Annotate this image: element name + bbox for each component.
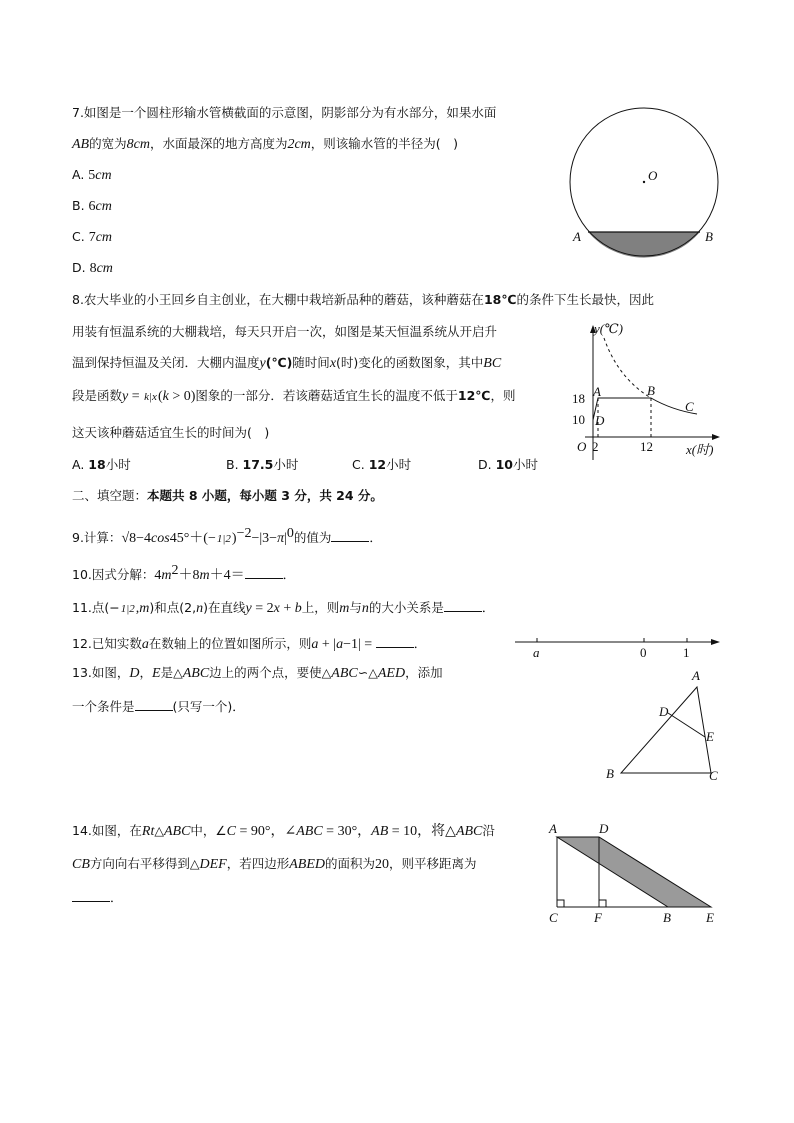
math-var: BC	[483, 356, 502, 371]
math-var: Rt	[141, 824, 155, 839]
text-segment: 的条件下生长最快，因此	[516, 292, 654, 307]
text-segment: 11.点(−	[72, 600, 120, 615]
shaded-parallelogram	[557, 837, 711, 907]
text-segment: 图象的一部分．若该蘑菇适宜生长的温度不低于	[195, 388, 458, 403]
text-segment: = 10，将△	[388, 824, 456, 839]
math-var: DEF	[199, 857, 227, 872]
text-segment: 方向向右平移得到△	[89, 856, 200, 871]
math-var: CB	[72, 857, 90, 872]
text-segment: +	[279, 601, 295, 616]
text-segment: ，水面最深的地方高度为	[149, 136, 288, 151]
text-segment: 在数轴上的位置如图所示，则	[148, 636, 312, 651]
text-segment: 这天该种蘑菇适宜生长的时间为( )	[72, 425, 270, 440]
option-unit: 小时	[273, 457, 299, 472]
text-segment: )和点(2,	[149, 600, 197, 615]
text-segment: ，则平移距离为	[389, 856, 477, 871]
math-var: π	[277, 531, 285, 547]
text-segment: 8.农大毕业的小王回乡自主创业，在大棚中栽培新品种的蘑菇，该种蘑菇在	[72, 292, 484, 307]
y-axis-label: y(℃)	[594, 321, 623, 336]
text-segment: 6	[88, 199, 96, 214]
section-prefix: 二、填空题：	[72, 488, 148, 503]
label-o: O	[648, 168, 658, 183]
fraction: k|x	[144, 390, 157, 403]
fraction: 1|2	[216, 532, 231, 545]
text-segment: ．	[369, 530, 382, 546]
text-segment: B.	[72, 198, 89, 213]
text-segment: )在直线	[203, 600, 246, 615]
text-segment: |	[284, 531, 287, 547]
math-var: n	[361, 601, 369, 616]
text-segment: 45°＋(−	[169, 531, 216, 547]
arrow-icon	[711, 639, 720, 645]
tick-12: 12	[640, 439, 653, 454]
text-segment: (时)变化的函数图象，其中	[336, 355, 484, 370]
section-body: 本题共 8 小题，每小题 3 分，共 24 分。	[147, 488, 383, 503]
math-var: x	[273, 601, 280, 616]
label-a: a	[533, 645, 540, 660]
math-var: a	[336, 637, 344, 652]
label-f: F	[594, 910, 602, 925]
text-segment: ,	[135, 601, 140, 616]
text-segment: = 2	[251, 601, 274, 616]
text-segment: 7	[88, 230, 96, 245]
text-segment: A.	[72, 457, 89, 472]
text-segment: ，添加	[405, 665, 443, 680]
math-var: x	[329, 356, 337, 371]
text-segment: √8	[121, 531, 137, 547]
math-var: n	[196, 601, 204, 616]
tick-2: 2	[592, 439, 599, 454]
text-segment: 用装有恒温系统的大棚栽培，每天只开启一次，如图是某天恒温系统从开启升	[72, 324, 498, 339]
text-segment: 9.计算：	[72, 530, 122, 546]
text-segment: 段是函数	[72, 388, 123, 403]
fraction: 1|2	[120, 602, 135, 615]
math-var: m	[339, 601, 350, 616]
center-dot	[643, 181, 645, 183]
tick-18: 18	[572, 391, 585, 406]
math-var: cos	[151, 531, 170, 547]
text-segment: A.	[72, 167, 89, 182]
math-var: ABC	[455, 824, 483, 839]
superscript: −2	[236, 526, 252, 541]
text-segment: 温到保持恒温及关闭．大棚内温度	[72, 355, 260, 370]
label-d: D	[659, 704, 669, 719]
option-label: C.	[352, 457, 369, 472]
text-segment: ＋8	[178, 568, 200, 584]
text-segment: ．	[282, 567, 296, 583]
text-segment: (	[157, 389, 163, 404]
text-segment: −|3−	[251, 531, 278, 547]
text-segment: 与	[349, 600, 362, 615]
option-value: 10	[495, 457, 513, 472]
label-b: B	[606, 766, 614, 781]
text-segment: 的大小关系是	[368, 600, 444, 615]
superscript: 2	[171, 563, 179, 578]
text-segment: 8	[89, 261, 97, 276]
label-a: A	[692, 668, 700, 683]
math-var: 2cm	[287, 137, 311, 152]
label-c: C	[685, 399, 694, 414]
math-var: y	[245, 601, 252, 616]
text-segment: 18	[88, 457, 106, 472]
text-segment: △	[154, 823, 164, 838]
option-unit: 小时	[512, 457, 538, 472]
text-segment: 上，则	[301, 600, 340, 615]
text-segment: 20	[375, 857, 390, 872]
option-label: D.	[478, 457, 496, 472]
text-segment: 沿	[482, 823, 495, 838]
option-value: 12	[368, 457, 387, 472]
text-segment: 14.如图，在	[72, 823, 142, 838]
text-segment: 18℃	[483, 292, 517, 307]
fig12-number-line	[515, 638, 720, 660]
label-c: C	[549, 910, 558, 925]
text-segment: 的面积为	[325, 856, 376, 871]
math-var: AB	[72, 137, 90, 152]
label-d: D	[595, 413, 605, 428]
fig13-triangle	[606, 668, 718, 783]
text-segment: −1| =	[343, 637, 376, 652]
text-segment: D.	[72, 260, 90, 275]
hyperbola-dashed	[604, 338, 651, 398]
fig7-circle-diagram	[570, 108, 718, 258]
superscript: 0	[286, 526, 294, 541]
math-var: m	[161, 568, 172, 584]
label-a: A	[593, 384, 601, 399]
math-var: m	[199, 568, 210, 584]
math-var: a	[311, 637, 319, 652]
text-segment: 小时	[105, 457, 131, 472]
fig8-graph	[572, 321, 720, 460]
text-segment: 中，∠	[190, 823, 227, 838]
math-var: cm	[95, 168, 112, 183]
text-segment: 7.如图是一个圆柱形输水管横截面的示意图，阴影部分为有水部分，如果水面	[72, 105, 497, 120]
math-var: m	[139, 601, 150, 616]
math-var: b	[294, 601, 302, 616]
option-unit: 小时	[386, 457, 412, 472]
text-segment: 随时间	[292, 355, 330, 370]
text-segment: =	[128, 389, 144, 404]
x-axis-arrow-icon	[712, 434, 720, 440]
text-segment: 的值为	[293, 530, 332, 546]
text-segment: 13.如图，	[72, 665, 130, 680]
text-segment: ．	[413, 636, 427, 651]
math-var: k	[162, 389, 169, 404]
label-one: 1	[683, 645, 690, 660]
text-segment: ，则	[490, 388, 516, 403]
text-segment: > 0)	[168, 389, 196, 404]
triangle-abc	[621, 687, 711, 773]
math-var: y	[122, 389, 129, 404]
tick-10: 10	[572, 412, 585, 427]
text-segment: 12℃	[457, 388, 491, 403]
math-var: C	[226, 824, 236, 839]
option-label: B.	[226, 457, 243, 472]
text-segment: = 30°，	[322, 824, 372, 839]
math-var: AED	[377, 666, 406, 681]
text-segment: + |	[318, 637, 337, 652]
text-segment: 12.已知实数	[72, 636, 142, 651]
label-c: C	[709, 768, 718, 783]
text-segment: 4	[154, 568, 162, 584]
label-e: E	[706, 729, 714, 744]
text-segment: ∽△	[357, 665, 378, 680]
text-segment: 10.因式分解：	[72, 567, 155, 583]
text-segment: ，若四边形	[226, 856, 290, 871]
math-var: cm	[95, 199, 112, 214]
option-value: 17.5	[242, 457, 274, 472]
text-segment: (℃)	[265, 355, 293, 370]
text-segment: 边上的两个点，要使△	[209, 665, 332, 680]
label-b: B	[663, 910, 671, 925]
label-zero: 0	[640, 645, 647, 660]
temperature-curve	[593, 398, 697, 420]
math-var: ABC	[163, 824, 191, 839]
math-var: AB	[371, 824, 389, 839]
text-segment: −4	[136, 531, 152, 547]
right-angle-icon	[557, 900, 564, 907]
text-segment: 是△	[160, 665, 183, 680]
math-var: cm	[95, 230, 113, 245]
text-segment: ＋4＝	[209, 568, 245, 584]
x-axis-label: x(时)	[686, 442, 714, 457]
math-var: ABC	[331, 666, 358, 681]
math-var: a	[141, 637, 149, 652]
label-e: E	[706, 910, 714, 925]
label-a: A	[549, 821, 557, 836]
label-a: A	[573, 229, 581, 244]
label-o: O	[577, 439, 587, 454]
text-segment: 5	[88, 168, 96, 183]
label-d: D	[599, 821, 609, 836]
math-var: E	[152, 666, 161, 681]
text-segment: ．	[481, 600, 495, 615]
fig14-translation	[548, 821, 714, 925]
math-var: ABC	[182, 666, 210, 681]
math-var: cm	[96, 261, 113, 276]
label-b: B	[647, 383, 655, 398]
math-var: D	[129, 666, 140, 681]
text-segment: )	[231, 531, 237, 547]
text-segment: ，	[139, 665, 153, 680]
text-segment: ，则该输水管的半径为( )	[310, 136, 459, 151]
text-segment: ．	[110, 890, 123, 905]
text-segment: C.	[72, 229, 89, 244]
right-angle-icon	[599, 900, 606, 907]
math-var: 8cm	[126, 137, 150, 152]
text-segment: 的宽为	[89, 136, 127, 151]
text-segment: 一个条件是	[72, 699, 135, 714]
text-segment: (只写一个)．	[172, 699, 245, 714]
math-var: ABED	[289, 857, 326, 872]
segment-de	[668, 713, 705, 737]
math-var: ABC	[296, 824, 323, 839]
label-b: B	[705, 229, 713, 244]
math-var: y	[259, 356, 266, 371]
text-segment: = 90°，∠	[235, 824, 297, 839]
